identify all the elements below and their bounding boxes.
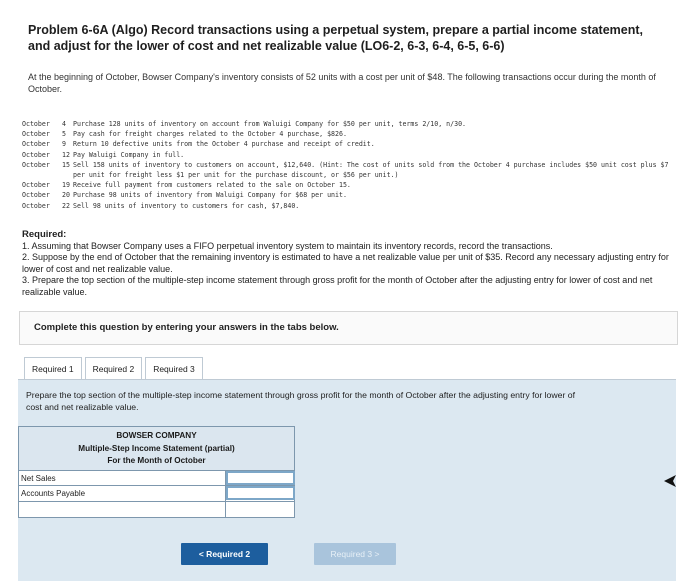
statement-row [18, 486, 295, 502]
panel-prompt: Prepare the top section of the multiple-step income statement through gross profit for the month of October after the adjusting entry for lower of cost and net realizable value. [26, 390, 576, 412]
statement-row [18, 502, 295, 518]
tab-required-3[interactable]: Required 3 [145, 357, 203, 380]
row-label-select[interactable]: Accounts Payable [19, 486, 226, 501]
row-amount-input[interactable] [226, 471, 295, 485]
row-amount-input[interactable] [226, 486, 295, 500]
statement-name: Multiple-Step Income Statement (partial) [78, 443, 235, 453]
tab-required-2[interactable]: Required 2 [85, 357, 143, 380]
required-item-2: 2. Suppose by the end of October that the remaining inventory is estimated to have a net realizable value per unit of $35. Record any necessary adjusting entry for lower of cost and net realizable value. [22, 252, 669, 274]
row-label-select[interactable] [19, 502, 226, 517]
instruction-text: Complete this question by entering your answers in the tabs below. [34, 322, 339, 333]
row-amount-cell [227, 502, 294, 517]
transaction-row: October 22 Sell 98 units of inventory to customers for cash, $7,840. [22, 201, 300, 210]
statement-row [18, 470, 295, 486]
tab-panel [18, 379, 676, 581]
required-heading: Required: [22, 229, 67, 240]
problem-title: Problem 6-6A (Algo) Record transactions using a perpetual system, prepare a partial income statement, and adjust for the lower of cost and net realizable value (LO6-2, 6-3, 6-4, 6-5, 6-6) [28, 23, 643, 53]
transaction-row: October 19 Receive full payment from customers related to the sale on October 15. [22, 181, 351, 190]
required-item-3: 3. Prepare the top section of the multiple-step income statement through gross profit for the month of October after the adjusting entry for lower of cost and net realizable value. [22, 275, 653, 297]
prev-required-button[interactable]: < Required 2 [181, 543, 268, 565]
instruction-box [19, 311, 678, 345]
company-name: BOWSER COMPANY [116, 431, 197, 440]
transaction-row: October 4 Purchase 128 units of inventory on account from Waluigi Company for $50 per unit, terms 2/10, n/30. [22, 120, 467, 128]
problem-intro: At the beginning of October, Bowser Company's inventory consists of 52 units with a cost per unit of $48. The following transactions occur during the month of October. [28, 72, 656, 94]
statement-header [18, 426, 295, 470]
row-label-select[interactable]: Net Sales [19, 471, 226, 486]
transaction-row: October 12 Pay Waluigi Company in full. [22, 150, 185, 159]
next-required-button[interactable]: Required 3 > [314, 543, 396, 565]
transaction-row: October 9 Return 10 defective units from the October 4 purchase and receipt of credit. [22, 140, 375, 149]
transaction-row: October 5 Pay cash for freight charges related to the October 4 purchase, $826. [22, 130, 347, 139]
transaction-row: October 20 Purchase 98 units of inventory from Waluigi Company for $68 per unit. [22, 191, 347, 200]
tab-required-1[interactable]: Required 1 [24, 357, 82, 380]
tab-bar [24, 357, 206, 380]
mouse-cursor-icon [664, 474, 676, 488]
transaction-row: October 15 Sell 158 units of inventory to customers on account, $12,640. (Hint: The cost of units sold from the October 4 purchase includes $50 unit cost plus $7 per unit for freight less $1 per unit for the purchase discount, or $56 per unit.) [22, 160, 669, 180]
transaction-list [22, 119, 682, 211]
statement-period: For the Month of October [107, 456, 206, 466]
required-section [22, 229, 672, 299]
required-item-1: 1. Assuming that Bowser Company uses a FIFO perpetual inventory system to maintain its inventory records, record the transactions. [22, 240, 553, 251]
income-statement [18, 426, 295, 518]
